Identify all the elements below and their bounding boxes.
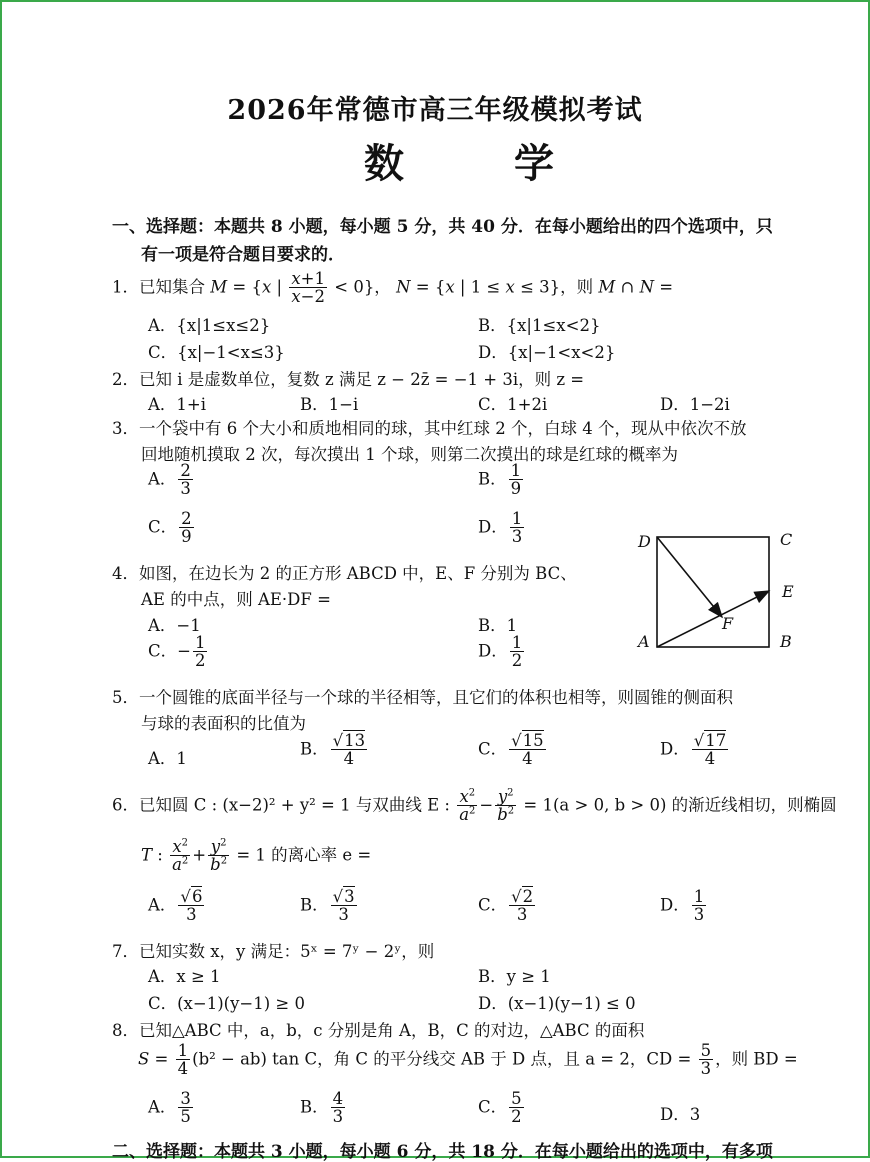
- q5-line1: 5．一个圆锥的底面半径与一个球的半径相等，且它们的体积也相等，则圆锥的侧面积: [112, 688, 733, 707]
- q8-line1: 8．已知△ABC 中，a，b，c 分别是角 A，B，C 的对边，△ABC 的面积: [112, 1021, 645, 1040]
- q3-option-a: A． $\frac{2}{3}$: [148, 461, 191, 499]
- q8-option-a: A． $\frac{3}{5}$: [148, 1089, 191, 1127]
- q3-line2: 回地随机摸取 2 次，每次摸出 1 个球，则第二次摸出的球是红球的概率为: [141, 445, 678, 464]
- q4-line1: 4．如图，在边长为 2 的正方形 ABCD 中，E、F 分别为 BC、: [112, 564, 577, 583]
- q2-option-c: C．1+2i: [478, 395, 548, 414]
- q1-option-a: A．{x|1≤x≤2}: [148, 316, 271, 335]
- q7-option-a: A．x ≥ 1: [148, 967, 221, 986]
- section1-header-line1: 一、选择题：本题共 8 小题，每小题 5 分，共 40 分．在每小题给出的四个选项中，只: [112, 217, 773, 237]
- q1-option-b: B．{x|1≤x<2}: [478, 316, 601, 335]
- q6-option-a: A． $\frac{√6}{3}$: [148, 887, 203, 925]
- q4-option-d: D． $\frac{1}{2}$: [478, 633, 523, 671]
- q6-option-c: C． $\frac{√2}{3}$: [478, 887, 534, 925]
- q2-stem: 2．已知 i 是虚数单位，复数 z 满足 z − 2z̄ = −1 + 3i，则 z =: [112, 370, 585, 389]
- label-c: C: [780, 530, 793, 549]
- square-outline: [657, 537, 769, 647]
- label-e: E: [782, 582, 794, 601]
- q8-line2: S = $\frac{1}{4}$ (b² − ab) tan C，角 C 的平分线交 AB 于 D 点，且 a = 2，CD = $\frac{5}{3}$ ，则 BD =: [138, 1041, 798, 1079]
- q4-option-b: B．1: [478, 616, 518, 635]
- q5-line2: 与球的表面积的比值为: [141, 714, 306, 733]
- label-d: D: [638, 532, 651, 551]
- vector-ae-arrow: [657, 591, 769, 647]
- exam-title: 2026年常德市高三年级模拟考试: [227, 95, 643, 126]
- q2-option-d: D．1−2i: [660, 395, 730, 414]
- subject-title: 数 学: [364, 140, 602, 187]
- q6-line2: T : $\frac{x^2}{a^2}$ + $\frac{y^2}{b^2}$ = 1 的离心率 e =: [141, 837, 372, 875]
- q3-option-d: D． $\frac{1}{3}$: [478, 509, 523, 547]
- q4-line2: AE 的中点，则 AE·DF =: [141, 590, 331, 609]
- q4-option-a: A．−1: [148, 616, 201, 635]
- label-f: F: [722, 614, 734, 633]
- label-b: B: [780, 632, 792, 651]
- q6-line1: 6．已知圆 C : (x−2)² + y² = 1 与双曲线 E : $\frac{x^2}{a^2}$ − $\frac{y^2}{b^2}$ = 1(a > 0, b > 0) 的渐近线相切，则椭圆: [112, 787, 837, 825]
- label-a: A: [638, 632, 650, 651]
- q7-option-d: D．(x−1)(y−1) ≤ 0: [478, 994, 636, 1013]
- q5-option-a: A．1: [148, 749, 187, 768]
- q5-option-c: C． $\frac{√15}{4}$: [478, 731, 544, 769]
- q8-option-c: C． $\frac{5}{2}$: [478, 1089, 522, 1127]
- q1-stem: 1．已知集合 M = {x | $\frac{x+1}{x-2}$ < 0}， N = {x | 1 ≤ x ≤ 3}，则 M ∩ N =: [112, 269, 674, 307]
- q5-option-d: D． $\frac{√17}{4}$: [660, 731, 727, 769]
- q6-option-d: D． $\frac{1}{3}$: [660, 887, 705, 925]
- q4-option-c: C．− $\frac{1}{2}$: [148, 633, 206, 671]
- q3-option-b: B． $\frac{1}{9}$: [478, 461, 522, 499]
- q1-option-c: C．{x|−1<x≤3}: [148, 343, 285, 362]
- q7-option-b: B．y ≥ 1: [478, 967, 551, 986]
- q3-option-c: C． $\frac{2}{9}$: [148, 509, 192, 547]
- q5-option-b: B． $\frac{√13}{4}$: [300, 731, 366, 769]
- q3-line1: 3．一个袋中有 6 个大小和质地相同的球，其中红球 2 个，白球 4 个，现从中依次不放: [112, 419, 747, 438]
- square-abcd-figure: [630, 525, 810, 660]
- q7-option-c: C．(x−1)(y−1) ≥ 0: [148, 994, 305, 1013]
- q1-option-d: D．{x|−1<x<2}: [478, 343, 616, 362]
- q8-option-b: B． $\frac{4}{3}$: [300, 1089, 344, 1127]
- q6-option-b: B． $\frac{√3}{3}$: [300, 887, 355, 925]
- section1-header-line2: 有一项是符合题目要求的．: [141, 245, 345, 265]
- q2-option-b: B．1−i: [300, 395, 359, 414]
- vector-df-arrow: [657, 537, 722, 617]
- q8-option-d: D．3: [660, 1105, 701, 1124]
- q2-option-a: A．1+i: [148, 395, 207, 414]
- q7-stem: 7．已知实数 x，y 满足：5ˣ = 7ʸ − 2ʸ，则: [112, 942, 435, 961]
- section2-header: 二、选择题：本题共 3 小题，每小题 6 分，共 18 分．在每小题给出的选项中，有多项: [112, 1142, 773, 1162]
